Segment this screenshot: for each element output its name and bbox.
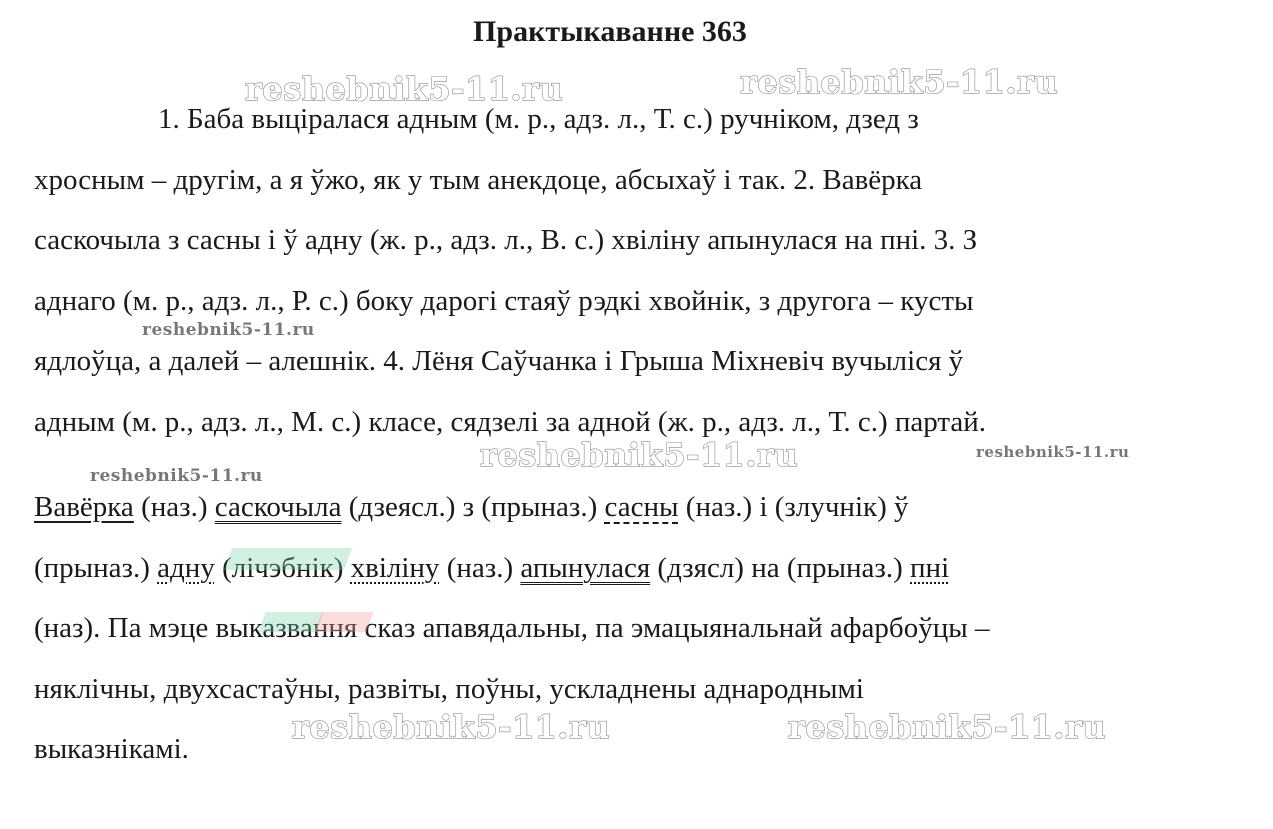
attribute-word: адну xyxy=(157,551,215,584)
text-line: ядлоўца, а далей – алешнік. 4. Лёня Саўчанка і Грыша Міхневіч вучыліся ў xyxy=(34,345,964,377)
watermark-logo: reshebnik5-11.ru xyxy=(90,466,263,486)
predicate-word: апынулася xyxy=(520,551,651,584)
adverbial-word: пні xyxy=(910,551,950,584)
analysis-text: (прыназ.) xyxy=(34,551,158,584)
predicate-word: саскочыла xyxy=(214,491,342,523)
analysis-text: (наз.) xyxy=(133,491,215,523)
adverbial-word: хвіліну xyxy=(350,551,440,584)
analysis-text: (наз.) і (злучнік) ў xyxy=(678,491,909,523)
analysis-text: (дзеясл.) з (прыназ.) xyxy=(341,491,605,523)
subject-word: Вавёрка xyxy=(34,491,134,523)
watermark-logo: reshebnik5-11.ru xyxy=(480,436,799,474)
text-line: хросным – другім, а я ўжо, як у тым анекдоце, абсыхаў і так. 2. Вавёрка xyxy=(34,163,923,196)
analysis-text: (наз.) xyxy=(439,551,521,584)
analysis-line xyxy=(34,477,1244,538)
watermark-logo: reshebnik5-11.ru xyxy=(292,708,611,746)
watermark-logo: reshebnik5-11.ru xyxy=(976,443,1130,461)
analysis-line xyxy=(34,538,1244,599)
analysis-text: (дзясл) на (прыназ.) xyxy=(650,551,911,584)
watermark-logo: reshebnik5-11.ru xyxy=(245,70,564,108)
analysis-line: выказнікамі. xyxy=(34,733,189,765)
page-title: Практыкаванне 363 xyxy=(473,15,747,48)
text-line: аднаго (м. р., адз. л., Р. с.) боку дарогі стаяў рэдкі хвойнік, з другога – кусты xyxy=(34,284,974,317)
watermark-logo: reshebnik5-11.ru xyxy=(740,63,1059,101)
text-line: адным (м. р., адз. л., М. с.) класе, сядзелі за адной (ж. р., адз. л., Т. с.) партай. xyxy=(34,405,987,438)
text-line: саскочыла з сасны і ў адну (ж. р., адз. л., В. с.) хвіліну апынулася на пні. 3. З xyxy=(34,224,978,256)
analysis-text: (лічэбнік) xyxy=(214,551,351,584)
exercise-text xyxy=(34,89,1244,452)
analysis-line: няклічны, двухсастаўны, развіты, поўны, ускладнены аднароднымі xyxy=(34,672,864,705)
sentence-analysis xyxy=(34,477,1244,780)
analysis-line: (наз). Па мэце выказвання сказ апавядальны, па эмацыянальнай афарбоўцы – xyxy=(34,612,990,644)
watermark-logo: reshebnik5-11.ru xyxy=(788,708,1107,746)
watermark-logo: reshebnik5-11.ru xyxy=(142,320,315,340)
text-line: 1. Баба выціралася адным (м. р., адз. л., Т. с.) ручніком, дзед з xyxy=(158,103,919,135)
object-word: сасны xyxy=(604,491,679,523)
